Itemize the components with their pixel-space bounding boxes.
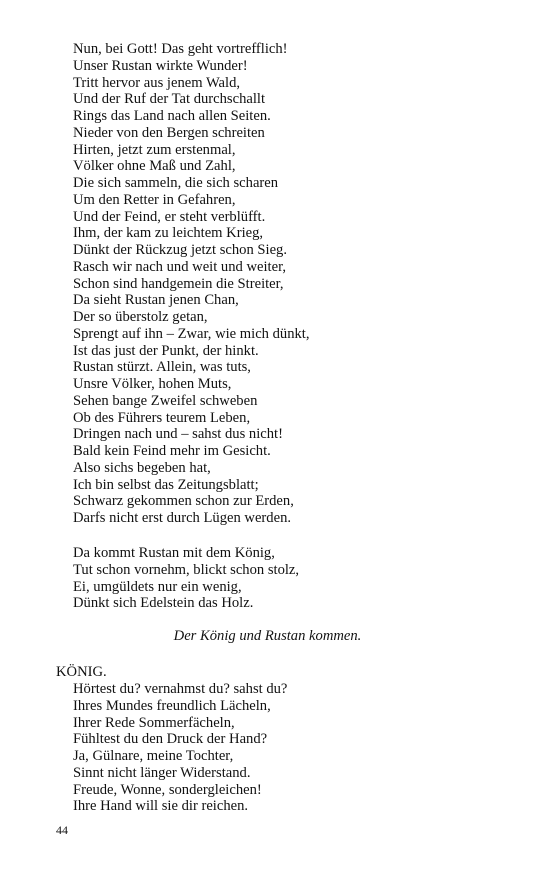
verse-line: Ihre Hand will sie dir reichen.: [73, 798, 249, 815]
verse-line: Ihres Mundes freundlich Lächeln,: [73, 697, 271, 714]
verse-line: Rings das Land nach allen Seiten.: [73, 108, 271, 124]
stanza-2: [73, 545, 299, 612]
verse-line: Die sich sammeln, die sich scharen: [73, 175, 279, 191]
verse-line: Schwarz gekommen schon zur Erden,: [73, 493, 294, 510]
verse-line: Dünkt sich Edelstein das Holz.: [73, 595, 254, 612]
verse-line: Da sieht Rustan jenen Chan,: [73, 292, 239, 309]
verse-line: Fühltest du den Druck der Hand?: [73, 731, 268, 748]
verse-line: Dringen nach und – sahst dus nicht!: [73, 426, 283, 443]
verse-line: Ich bin selbst das Zeitungsblatt;: [73, 476, 259, 493]
verse-line: Der so überstolz getan,: [73, 309, 208, 325]
verse-line: Ihrer Rede Sommerfächeln,: [73, 714, 235, 731]
verse-line: Dünkt der Rückzug jetzt schon Sieg.: [73, 242, 287, 258]
verse-line: Darfs nicht erst durch Lügen werden.: [73, 510, 292, 526]
verse-line: Ja, Gülnare, meine Tochter,: [73, 748, 234, 764]
verse-line: Hirten, jetzt zum erstenmal,: [73, 141, 236, 158]
verse-line: Schon sind handgemein die Streiter,: [73, 275, 284, 292]
verse-line: Rustan stürzt. Allein, was tuts,: [73, 359, 251, 376]
verse-line: Rasch wir nach und weit und weiter,: [73, 258, 286, 275]
verse-line: Um den Retter in Gefahren,: [73, 191, 236, 208]
verse-line: Unser Rustan wirkte Wunder!: [73, 57, 248, 74]
verse-line: Und der Ruf der Tat durchschallt: [73, 91, 266, 108]
verse-line: Tut schon vornehm, blickt schon stolz,: [73, 561, 300, 578]
stage-direction: Der König und Rustan kommen.: [173, 628, 362, 644]
verse-line: Ob des Führers teurem Leben,: [73, 409, 251, 426]
speaker-name: KÖNIG.: [56, 664, 107, 680]
verse-line: Ist das just der Punkt, der hinkt.: [73, 342, 259, 359]
verse-line: Unsre Völker, hohen Muts,: [73, 376, 232, 392]
verse-line: Freude, Wonne, sondergleichen!: [73, 781, 262, 798]
verse-line: Ihm, der kam zu leichtem Krieg,: [73, 225, 264, 242]
verse-line: Bald kein Feind mehr im Gesicht.: [73, 443, 271, 459]
stanza-1: [73, 41, 310, 527]
verse-line: Hörtest du? vernahmst du? sahst du?: [73, 681, 288, 697]
verse-line: Nieder von den Bergen schreiten: [73, 124, 265, 141]
verse-line: Nun, bei Gott! Das geht vortrefflich!: [73, 41, 288, 57]
verse-line: Sprengt auf ihn – Zwar, wie mich dünkt,: [73, 325, 310, 342]
verse-line: Tritt hervor aus jenem Wald,: [73, 74, 241, 91]
verse-line: Völker ohne Maß und Zahl,: [73, 158, 236, 175]
verse-line: Also sichs begeben hat,: [73, 459, 211, 476]
verse-line: Ei, umgüldets nur ein wenig,: [73, 578, 242, 595]
verse-line: Da kommt Rustan mit dem König,: [73, 545, 275, 561]
verse-line: Sehen bange Zweifel schweben: [73, 392, 258, 409]
page-number: 44: [56, 823, 68, 837]
verse-line: Und der Feind, er steht verblüfft.: [73, 208, 266, 225]
verse-line: Sinnt nicht länger Widerstand.: [73, 764, 251, 781]
speech-stanza: [73, 681, 287, 815]
